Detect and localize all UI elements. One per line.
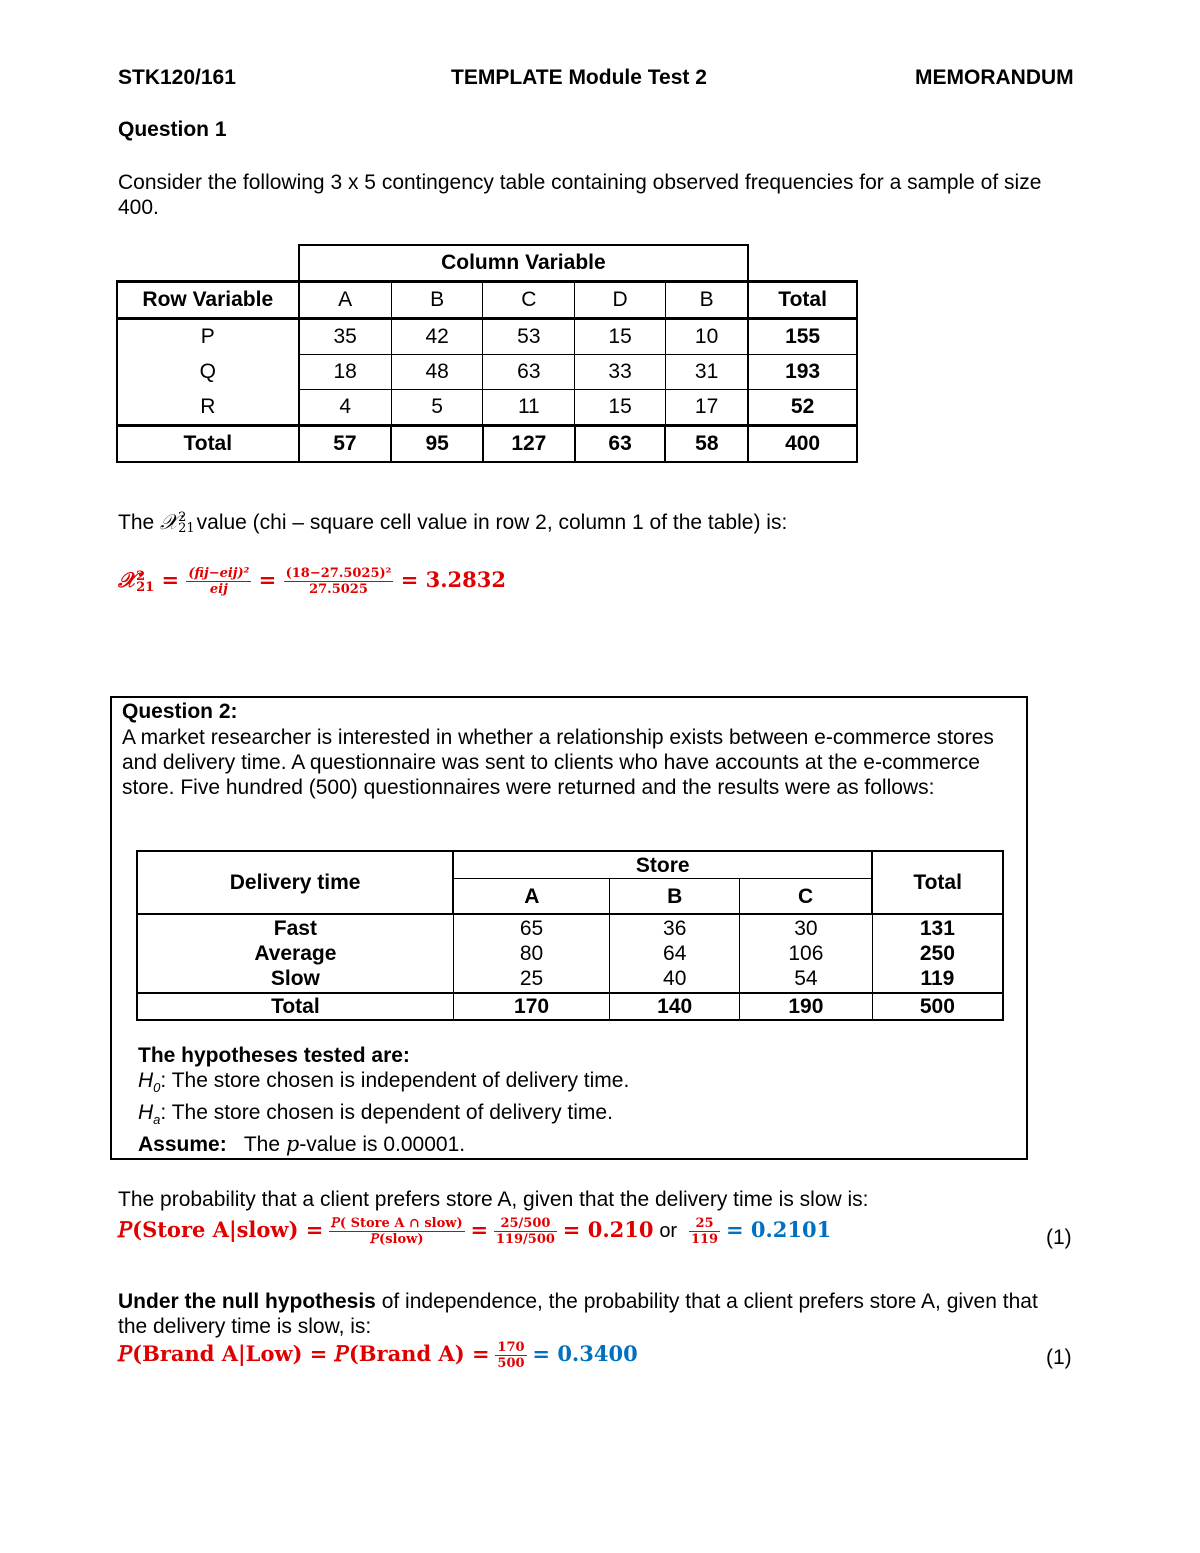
row-total: 193	[748, 355, 857, 390]
col-total: 57	[299, 426, 392, 463]
grand-total: 400	[748, 426, 857, 463]
h0-label: H	[138, 1069, 154, 1092]
part1-fraction-2	[494, 1216, 557, 1247]
part1-fraction-1	[329, 1216, 464, 1247]
col-header: C	[483, 282, 575, 319]
fraction-denominator: 𝑃(slow)	[370, 1232, 424, 1247]
col-header: B	[665, 282, 748, 319]
table-cell: 53	[483, 319, 575, 355]
h0-line	[138, 1068, 629, 1100]
fraction-denominator: 119	[690, 1232, 719, 1247]
table-cell: 30	[794, 917, 818, 940]
row-total: 119	[920, 967, 955, 990]
row-labels-cell	[137, 914, 453, 993]
chi-statement	[118, 510, 787, 535]
assume-p: 𝑝	[285, 1132, 300, 1157]
col-header: B	[610, 879, 740, 915]
part1-statement: The probability that a client prefers store A, given that the delivery time is slow is:	[118, 1188, 869, 1211]
part1-fraction-3	[689, 1216, 720, 1247]
table-cell: 31	[665, 355, 748, 390]
fraction-numerator: (18−27.5025)²	[285, 566, 392, 581]
table-cell: 65	[519, 917, 544, 940]
total-row-label: Total	[117, 426, 299, 463]
col-total: 170	[453, 993, 610, 1020]
total-header: Total	[748, 282, 857, 319]
part1-or: or	[659, 1220, 678, 1243]
header-right: MEMORANDUM	[915, 66, 1074, 89]
fraction-numerator: 𝑃( Store A ∩ slow)	[331, 1216, 463, 1231]
col-total: 140	[610, 993, 740, 1020]
table-cell: 106	[788, 942, 824, 965]
chi-statement-pre: The	[118, 511, 161, 534]
chi-formula-sup: 2	[136, 568, 146, 584]
chi-symbol: 𝒳	[160, 510, 179, 534]
fraction-numerator: 25/500	[494, 1216, 557, 1232]
row-total: 155	[748, 319, 857, 355]
table-cell: 35	[299, 319, 392, 355]
chi-statement-post: value (chi – square cell value in row 2, column 1 of the table) is:	[196, 511, 788, 534]
chi-sup: 2	[178, 510, 187, 526]
header-left: STK120/161	[118, 66, 236, 89]
table-cell: 18	[299, 355, 392, 390]
col-b-cell	[610, 914, 740, 993]
col-total: 63	[575, 426, 666, 463]
fraction-denominator: 500	[497, 1356, 525, 1371]
assume-label: Assume:	[138, 1133, 227, 1157]
col-total: 95	[391, 426, 483, 463]
contingency-table	[116, 244, 858, 463]
fraction-numerator: 170	[497, 1340, 525, 1355]
col-header: A	[299, 282, 392, 319]
q2-title: Question 2:	[122, 700, 238, 723]
chi-formula-sub: 21	[136, 579, 155, 595]
part1-marks: (1)	[1046, 1226, 1072, 1249]
table-cell: 5	[391, 390, 483, 426]
row-label: Average	[254, 942, 337, 965]
ha-label: H	[138, 1101, 154, 1125]
col-total: 190	[740, 993, 873, 1020]
q1-title: Question 1	[118, 118, 227, 141]
assume-line	[138, 1132, 629, 1157]
grand-total: 500	[872, 993, 1003, 1020]
part2-text: of independence, the probability that a client prefers store A, given that the delivery time is slow, is:	[118, 1290, 1038, 1338]
table-cell: 42	[391, 319, 483, 355]
row-variable-header: Row Variable	[117, 282, 299, 319]
table-cell: 11	[483, 390, 575, 426]
part2-fraction	[495, 1340, 526, 1371]
ha-sub: a	[153, 1112, 161, 1128]
chi-sub: 21	[178, 521, 195, 537]
part1-lhs: 𝑃(Store A|slow) =	[118, 1217, 324, 1243]
chi-formula-symbol: 𝒳	[118, 567, 137, 592]
part2-marks: (1)	[1046, 1346, 1072, 1369]
part2-statement	[118, 1289, 1068, 1339]
table-cell: 54	[794, 967, 818, 990]
part2-formula	[118, 1340, 638, 1371]
table-cell: 36	[663, 917, 687, 940]
h0-sub: 0	[153, 1080, 161, 1096]
part2-lhs: 𝑃(Brand A|Low) = 𝑃(Brand A) =	[118, 1341, 490, 1367]
part1-result: = 0.210	[562, 1217, 654, 1243]
chi-formula: 𝒳 2 21 = $\frac{\text{(fij−eij)²}}{\text{eij}}$ = $\frac{\text{(18−27.5025)²}}{27.5025}$ = 3.2832	[118, 566, 506, 597]
row-total: 131	[919, 917, 955, 940]
col-header: A	[453, 879, 610, 915]
chi-formula-fraction-values	[284, 566, 394, 597]
table-cell: 48	[391, 355, 483, 390]
col-total: 58	[665, 426, 748, 463]
col-header: B	[391, 282, 483, 319]
delivery-time-header: Delivery time	[137, 851, 453, 914]
table-cell: 15	[575, 390, 666, 426]
table-cell: 40	[663, 967, 687, 990]
assume-pre: The	[243, 1133, 286, 1157]
row-total: 52	[748, 390, 857, 426]
hypotheses-block	[138, 1043, 629, 1157]
store-header: Store	[453, 851, 872, 879]
col-header: D	[575, 282, 666, 319]
ha-text: : The store chosen is dependent of delivery time.	[160, 1101, 613, 1125]
row-total: 250	[919, 942, 955, 965]
table-cell: 25	[519, 967, 544, 990]
chi-formula-result: = 3.2832	[400, 567, 506, 592]
part1-blue-result: = 0.2101	[725, 1217, 832, 1243]
row-label: Fast	[273, 917, 317, 940]
chi-formula-fraction	[186, 566, 251, 597]
col-a-cell	[453, 914, 610, 993]
fraction-numerator: 25	[689, 1216, 720, 1232]
fraction-denominator: 119/500	[495, 1232, 555, 1247]
fraction-numerator: (fij−eij)²	[188, 566, 250, 581]
row-totals-cell	[872, 914, 1003, 993]
col-c-cell	[740, 914, 873, 993]
hypotheses-title: The hypotheses tested are:	[138, 1044, 410, 1067]
row-label: Slow	[270, 967, 320, 990]
fraction-denominator: eij	[209, 582, 228, 597]
part1-formula: 𝑃(Store A|slow) = $\frac{\text{𝑃( Store A ∩ slow)}}{\text{𝑃(slow)}}$ = $\frac{25/500}{119/500}$ = 0.210 or $\frac{25}{119}$ = 0.2101	[118, 1216, 832, 1247]
part2-blue-result: = 0.3400	[532, 1341, 638, 1367]
table-cell: 64	[663, 942, 687, 965]
row-label: R	[117, 390, 299, 426]
fraction-denominator: 27.5025	[309, 582, 368, 597]
table-cell: 80	[519, 942, 544, 965]
table-cell: 17	[665, 390, 748, 426]
q1-intro: Consider the following 3 x 5 contingency table containing observed frequencies for a sample of size 400.	[118, 171, 1042, 219]
h0-text: : The store chosen is independent of delivery time.	[160, 1069, 630, 1092]
table-cell: 10	[665, 319, 748, 355]
q2-intro: A market researcher is interested in whether a relationship exists between e-commerce stores and delivery time. A questionnaire was sent to clients who have accounts at the e-commerce store. Five hundred (500) questionnaires were returned and the results were as follows:	[122, 726, 994, 799]
table-cell: 15	[575, 319, 666, 355]
ha-line	[138, 1100, 629, 1132]
col-header: C	[740, 879, 873, 915]
part2-bold-lead: Under the null hypothesis	[118, 1290, 376, 1313]
total-header: Total	[872, 851, 1003, 914]
row-label: Q	[117, 355, 299, 390]
column-variable-header: Column Variable	[299, 245, 749, 282]
header-center: TEMPLATE Module Test 2	[451, 66, 707, 89]
table-cell: 4	[299, 390, 392, 426]
table-cell: 63	[483, 355, 575, 390]
row-label: P	[117, 319, 299, 355]
assume-post: -value is 0.00001.	[299, 1133, 466, 1157]
total-row-label: Total	[137, 993, 453, 1020]
store-delivery-table	[136, 850, 1004, 1021]
table-cell: 33	[575, 355, 666, 390]
col-total: 127	[483, 426, 575, 463]
